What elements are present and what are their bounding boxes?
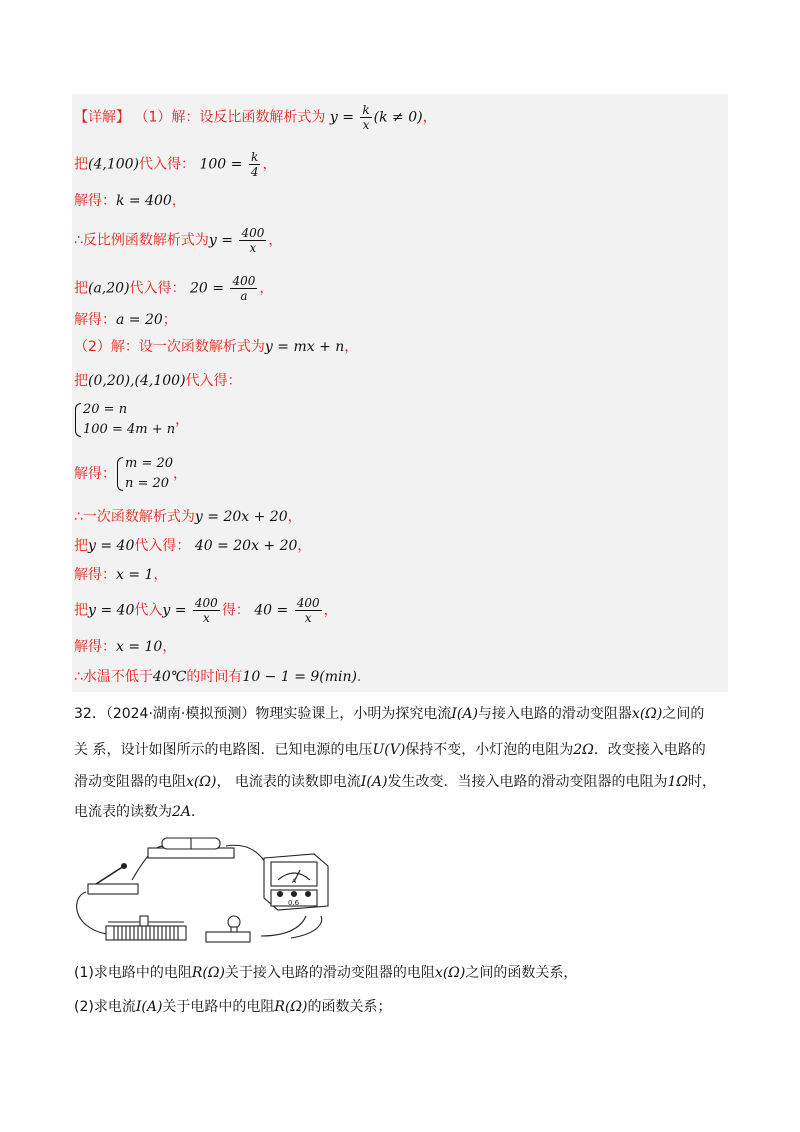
solution-line-10: ∴一次函数解析式为y = 20x + 20， — [74, 509, 302, 525]
ammeter-scale-label: 0.6 — [288, 899, 300, 907]
fraction: $\frac{400}{x}$ — [296, 596, 320, 625]
fraction: $\frac{k}{x}$ — [362, 103, 370, 132]
solution-line-7: （2）解：设一次函数解析式为y = mx + n， — [74, 339, 359, 355]
solution-line-3: 解得：k = 400， — [74, 193, 186, 209]
solution-line-12: 解得：x = 1， — [74, 567, 168, 583]
switch-base — [88, 884, 138, 894]
solution-line-14: 解得：x = 10， — [74, 639, 177, 655]
question-line-4: 电流表的读数为2A． — [74, 804, 206, 820]
solution-line-8: 把(0,20),(4,100)代入得： — [74, 373, 242, 389]
fraction: $\frac{k}{4}$ — [250, 150, 259, 179]
solution-line-6: 解得：a = 20； — [74, 312, 177, 328]
fraction: $\frac{400}{a}$ — [232, 274, 256, 303]
lamp — [206, 916, 250, 942]
question-line-3: 滑动变阻器的电阻x(Ω)， 电流表的读数即电流I(A)发生改变．当接入电路的滑动变阻器的电阻为1Ω时， — [74, 774, 716, 790]
ammeter-unit: A — [292, 878, 297, 885]
switch-lever — [96, 866, 124, 884]
solution-line-5: 把(a,20)代入得： 20 = $\frac{400}{a}$ ， — [74, 274, 274, 303]
solution-line-4: ∴反比例函数解析式为y = $\frac{400}{x}$ ， — [74, 226, 283, 255]
wire — [291, 916, 322, 938]
solution-line-13: 把y = 40代入y = $\frac{400}{x}$ 得： 40 = $\frac{400}{x}$ ， — [74, 596, 338, 625]
solution-line-9: 解得：m = 20 n = 20， — [74, 454, 187, 494]
rheostat — [106, 916, 186, 940]
solution-line-2: 把(4,100)代入得： 100 = $\frac{k}{4}$ ， — [74, 150, 277, 179]
solution-line-1: 【详解】 （1）解：设反比函数解析式为 y = $\frac{k}{x}$ (k ≠ 0)， — [74, 103, 437, 132]
sub-question-2: (2)求电流I(A)关于电路中的电阻R(Ω)的函数关系； — [74, 999, 392, 1015]
solution-line-15: ∴水温不低于40℃的时间有10 − 1 = 9(min)． — [74, 669, 371, 685]
fraction: $\frac{400}{x}$ — [241, 226, 265, 255]
ammeter — [264, 854, 328, 910]
equation-system-1: 20 = n 100 = 4m + n， — [74, 400, 189, 440]
wire — [77, 892, 106, 934]
question-line-1: 32．（2024·湖南·模拟预测）物理实验课上，小明为探究电流I(A)与接入电路的滑动变阻器x(Ω)之间的 — [74, 706, 705, 722]
detail-tag: 【详解】 — [74, 109, 130, 126]
sub-question-1: (1)求电路中的电阻R(Ω)关于接入电路的滑动变阻器的电阻x(Ω)之间的函数关系， — [74, 965, 578, 981]
wire — [261, 916, 306, 936]
solution-line-11: 把y = 40代入得： 40 = 20x + 20， — [74, 538, 312, 554]
switch-knob — [122, 864, 127, 869]
question-line-2: 关 系，设计如图所示的电路图．已知电源的电压U(V)保持不变，小灯泡的电阻为2Ω．改变接入电路的 — [74, 742, 706, 758]
fraction: $\frac{400}{x}$ — [194, 596, 218, 625]
circuit-diagram — [66, 836, 366, 948]
